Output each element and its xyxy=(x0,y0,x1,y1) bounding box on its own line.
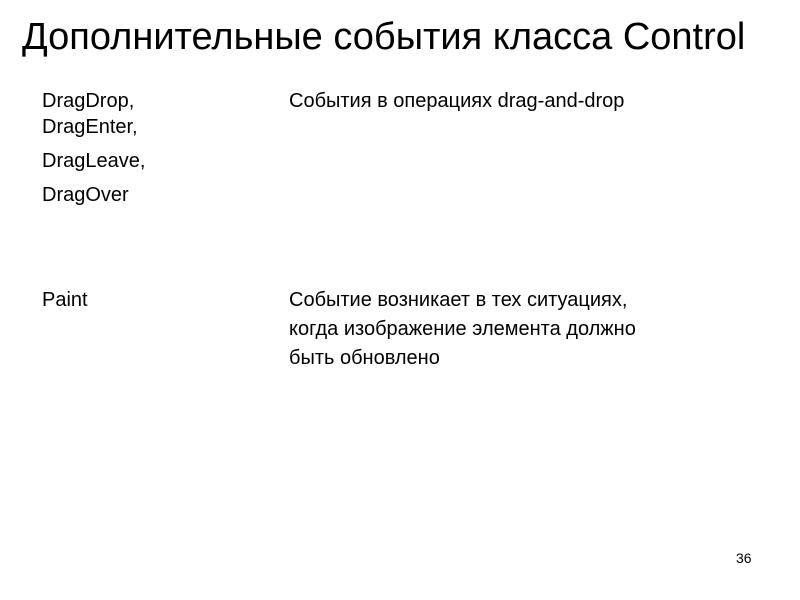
event-names-cell xyxy=(42,287,272,313)
event-description-line: Событие возникает в тех ситуациях, xyxy=(289,289,628,311)
event-description-line: быть обновлено xyxy=(289,347,440,369)
event-description-line: когда изображение элемента должно xyxy=(289,318,636,340)
event-name: DragOver xyxy=(42,184,129,206)
event-description-cell xyxy=(289,287,769,374)
slide-title: Дополнительные события класса Control xyxy=(22,16,746,58)
event-name: DragEnter, xyxy=(42,116,138,138)
event-names-cell xyxy=(42,88,272,208)
event-name: Paint xyxy=(42,289,88,311)
event-name: DragDrop, xyxy=(42,90,135,112)
event-description-cell xyxy=(289,88,769,114)
event-name: DragLeave, xyxy=(42,150,146,172)
event-description-line: События в операциях drag-and-drop xyxy=(289,90,625,112)
slide-number: 36 xyxy=(736,550,752,566)
